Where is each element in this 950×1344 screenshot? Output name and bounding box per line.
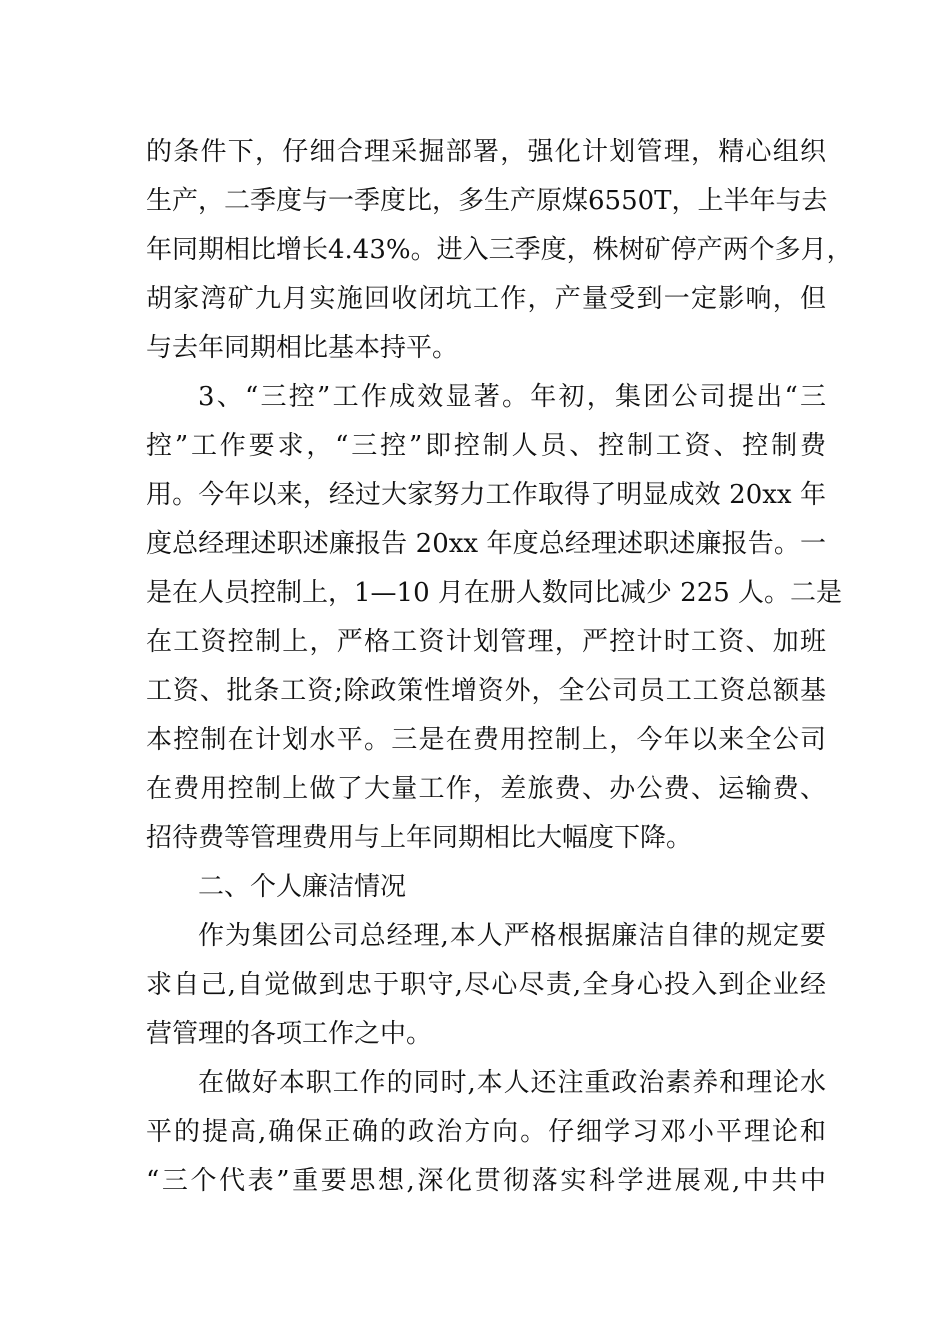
text-line: 度总经理述职述廉报告 20xx 年度总经理述职述廉报告。一 <box>146 529 826 559</box>
text-line: 控”工作要求，“三控”即控制人员、控制工资、控制费 <box>146 431 826 461</box>
text-line: 是在人员控制上，1—10 月在册人数同比减少 225 人。二是 <box>146 578 843 608</box>
text-line: 3、“三控”工作成效显著。年初，集团公司提出“三 <box>198 382 826 412</box>
text-line: 平的提高,确保正确的政治方向。仔细学习邓小平理论和 <box>146 1117 826 1147</box>
text-line: 在费用控制上做了大量工作，差旅费、办公费、运输费、 <box>146 774 826 804</box>
document-body <box>146 128 853 1206</box>
text-line: 胡家湾矿九月实施回收闭坑工作，产量受到一定影响，但 <box>146 284 826 314</box>
text-line: 招待费等管理费用与上年同期相比大幅度下降。 <box>146 823 693 853</box>
text-line: 作为集团公司总经理,本人严格根据廉洁自律的规定要 <box>198 921 826 951</box>
text-line: 年同期相比增长4.43%。进入三季度，株树矿停产两个多月， <box>146 235 853 265</box>
text-line: 求自己,自觉做到忠于职守,尽心尽责,全身心投入到企业经 <box>146 970 826 1000</box>
text-line: 与去年同期相比基本持平。 <box>146 333 459 363</box>
text-line: 在做好本职工作的同时,本人还注重政治素养和理论水 <box>198 1068 826 1098</box>
text-line: 本控制在计划水平。三是在费用控制上，今年以来全公司 <box>146 725 826 755</box>
text-line: 的条件下，仔细合理采掘部署，强化计划管理，精心组织 <box>146 137 826 167</box>
text-line: 用。今年以来，经过大家努力工作取得了明显成效 20xx 年 <box>146 480 826 510</box>
text-line: 在工资控制上，严格工资计划管理，严控计时工资、加班 <box>146 627 826 657</box>
text-line: 工资、批条工资;除政策性增资外，全公司员工工资总额基 <box>146 676 826 706</box>
text-line: “三个代表”重要思想,深化贯彻落实科学进展观,中共中 <box>146 1166 826 1196</box>
text-line: 生产，二季度与一季度比，多生产原煤6550T，上半年与去 <box>146 186 828 216</box>
section-heading: 二、个人廉洁情况 <box>198 872 407 902</box>
text-line: 营管理的各项工作之中。 <box>146 1019 433 1049</box>
